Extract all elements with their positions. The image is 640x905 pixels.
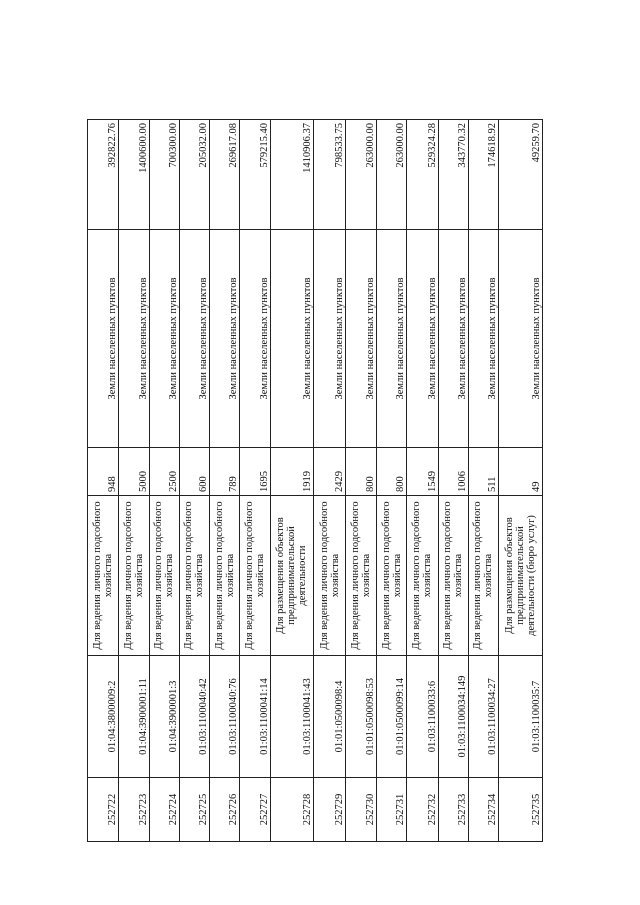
area: 789 — [210, 448, 240, 496]
cadastral-value: 269617.08 — [210, 120, 240, 230]
cadastral-number: 01:03:1100040:76 — [210, 656, 240, 778]
land-category: Земли населенных пунктов — [179, 230, 209, 448]
table-row — [240, 120, 270, 842]
cadastral-value: 579215.40 — [240, 120, 270, 230]
cadastral-number: 01:01:0500098:4 — [314, 656, 345, 778]
area: 800 — [345, 448, 376, 496]
row-number: 252723 — [119, 778, 149, 842]
table-row — [468, 120, 498, 842]
area: 49 — [499, 448, 543, 496]
land-category: Земли населенных пунктов — [345, 230, 376, 448]
cadastral-number: 01:03:1100041:43 — [270, 656, 314, 778]
permitted-use: Для ведения личного подсобного хозяйства — [438, 496, 468, 656]
cadastral-number: 01:03:1100041:14 — [240, 656, 270, 778]
table-row — [149, 120, 179, 842]
land-category: Земли населенных пунктов — [438, 230, 468, 448]
cadastral-value: 1400600.00 — [119, 120, 149, 230]
cadastral-number: 01:03:1100040:42 — [179, 656, 209, 778]
rotated-table-wrapper — [87, 120, 543, 842]
row-number: 252727 — [240, 778, 270, 842]
area: 948 — [88, 448, 119, 496]
permitted-use: Для ведения личного подсобного хозяйства — [119, 496, 149, 656]
row-number: 252735 — [499, 778, 543, 842]
area: 1919 — [270, 448, 314, 496]
permitted-use: Для ведения личного подсобного хозяйства — [240, 496, 270, 656]
land-category: Земли населенных пунктов — [468, 230, 498, 448]
area: 1006 — [438, 448, 468, 496]
area: 2500 — [149, 448, 179, 496]
table-row — [407, 120, 438, 842]
cadastral-number: 01:04:3900001:11 — [119, 656, 149, 778]
table-row — [119, 120, 149, 842]
table-row — [376, 120, 406, 842]
table-row — [88, 120, 119, 842]
cadastral-value: 392822.76 — [88, 120, 119, 230]
area: 2429 — [314, 448, 345, 496]
land-category: Земли населенных пунктов — [376, 230, 406, 448]
permitted-use: Для ведения личного подсобного хозяйства — [179, 496, 209, 656]
table-row — [210, 120, 240, 842]
land-category: Земли населенных пунктов — [240, 230, 270, 448]
cadastral-number: 01:03:1100035:7 — [499, 656, 543, 778]
cadastral-number: 01:04:3800009:2 — [88, 656, 119, 778]
table-row — [179, 120, 209, 842]
row-number: 252725 — [179, 778, 209, 842]
permitted-use: Для ведения личного подсобного хозяйства — [88, 496, 119, 656]
cadastral-value: 263000.00 — [345, 120, 376, 230]
table-row — [438, 120, 468, 842]
permitted-use: Для ведения личного подсобного хозяйства — [468, 496, 498, 656]
cadastral-value: 529324.28 — [407, 120, 438, 230]
row-number: 252734 — [468, 778, 498, 842]
cadastral-value: 49259.70 — [499, 120, 543, 230]
cadastral-number: 01:04:3900001:3 — [149, 656, 179, 778]
row-number: 252729 — [314, 778, 345, 842]
cadastral-number: 01:01:0500098:53 — [345, 656, 376, 778]
row-number: 252726 — [210, 778, 240, 842]
cadastral-number: 01:03:1100034:149 — [438, 656, 468, 778]
permitted-use: Для размещения объектов предпринимательской деятельности (бюро услуг) — [499, 496, 543, 656]
row-number: 252724 — [149, 778, 179, 842]
cadastral-value: 205032.00 — [179, 120, 209, 230]
permitted-use: Для ведения личного подсобного хозяйства — [407, 496, 438, 656]
row-number: 252731 — [376, 778, 406, 842]
land-category: Земли населенных пунктов — [119, 230, 149, 448]
table-row — [499, 120, 543, 842]
table-row — [270, 120, 314, 842]
row-number: 252728 — [270, 778, 314, 842]
land-category: Земли населенных пунктов — [270, 230, 314, 448]
land-register-table — [87, 119, 543, 842]
land-category: Земли населенных пунктов — [407, 230, 438, 448]
area: 600 — [179, 448, 209, 496]
cadastral-value: 174618.92 — [468, 120, 498, 230]
row-number: 252733 — [438, 778, 468, 842]
permitted-use: Для ведения личного подсобного хозяйства — [376, 496, 406, 656]
cadastral-number: 01:03:1100034:27 — [468, 656, 498, 778]
area: 1695 — [240, 448, 270, 496]
cadastral-number: 01:03:1100033:6 — [407, 656, 438, 778]
permitted-use: Для размещения объектов предпринимательской деятельности — [270, 496, 314, 656]
permitted-use: Для ведения личного подсобного хозяйства — [314, 496, 345, 656]
area: 5000 — [119, 448, 149, 496]
cadastral-value: 1410906.37 — [270, 120, 314, 230]
row-number: 252730 — [345, 778, 376, 842]
permitted-use: Для ведения личного подсобного хозяйства — [149, 496, 179, 656]
land-category: Земли населенных пунктов — [210, 230, 240, 448]
row-number: 252732 — [407, 778, 438, 842]
cadastral-value: 700300.00 — [149, 120, 179, 230]
cadastral-value: 263000.00 — [376, 120, 406, 230]
cadastral-value: 798533.75 — [314, 120, 345, 230]
land-category: Земли населенных пунктов — [314, 230, 345, 448]
land-category: Земли населенных пунктов — [88, 230, 119, 448]
permitted-use: Для ведения личного подсобного хозяйства — [210, 496, 240, 656]
land-category: Земли населенных пунктов — [149, 230, 179, 448]
land-category: Земли населенных пунктов — [499, 230, 543, 448]
table-row — [314, 120, 345, 842]
permitted-use: Для ведения личного подсобного хозяйства — [345, 496, 376, 656]
cadastral-number: 01:01:0500099:14 — [376, 656, 406, 778]
area: 511 — [468, 448, 498, 496]
area: 800 — [376, 448, 406, 496]
cadastral-value: 343770.32 — [438, 120, 468, 230]
area: 1549 — [407, 448, 438, 496]
table-row — [345, 120, 376, 842]
row-number: 252722 — [88, 778, 119, 842]
